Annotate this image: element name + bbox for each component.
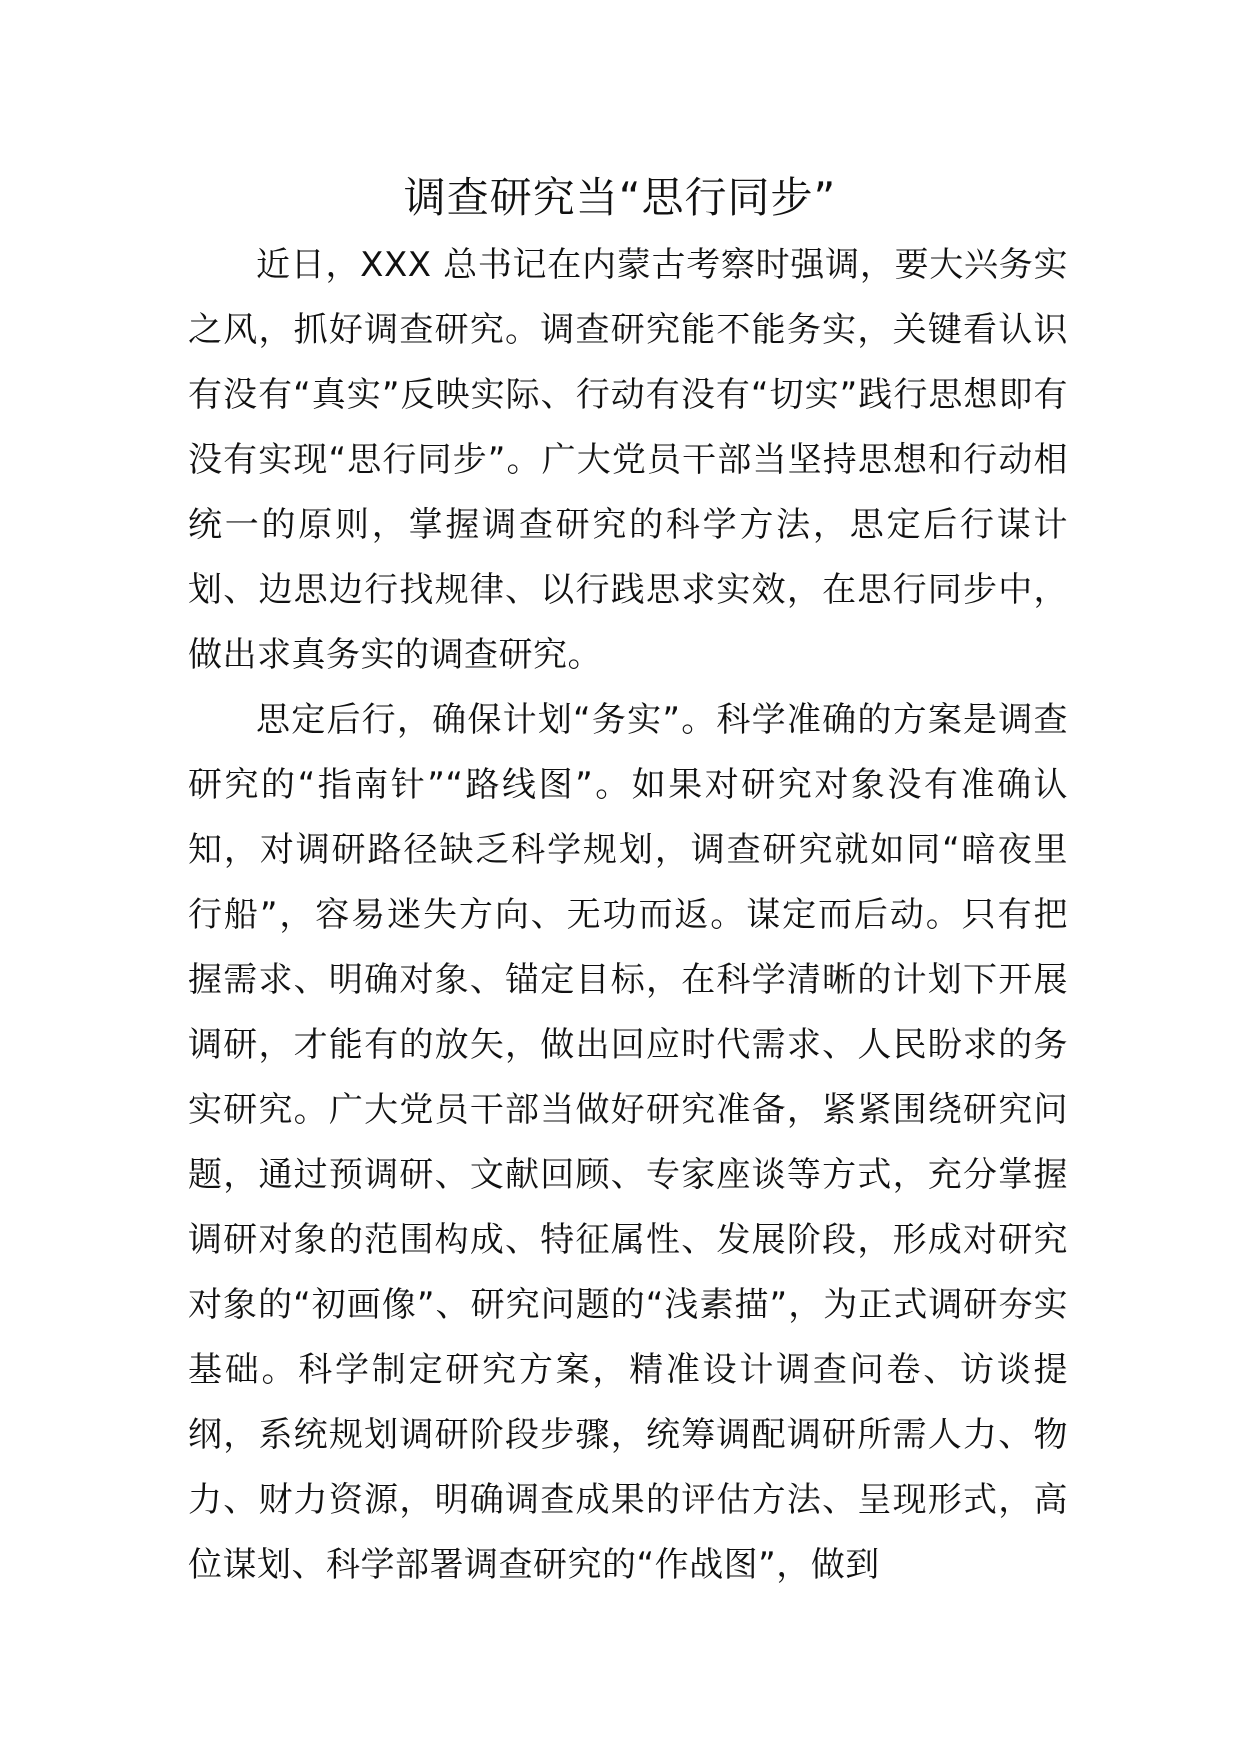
document-title: 调查研究当“思行同步”	[403, 173, 837, 222]
paragraph-2: 思定后行，确保计划“务实”。科学准确的方案是调查研究的“指南针”“路线图”。如果对研究对象没有准确认知，对调研路径缺乏科学规划，调查研究就如同“暗夜里行船”，容易迷失方向、无功而返。谋定而后动。只有把握需求、明确对象、锚定目标，在科学清晰的计划下开展调研，才能有的放矢，做出回应时代需求、人民盼求的务实研究。广大党员干部当做好研究准备，紧紧围绕研究问题，通过预调研、文献回顾、专家座谈等方式，充分掌握调研对象的范围构成、特征属性、发展阶段，形成对研究对象的“初画像”、研究问题的“浅素描”，为正式调研夯实基础。科学制定研究方案，精准设计调查问卷、访谈提纲，系统规划调研阶段步骤，统筹调配调研所需人力、物力、财力资源，明确调查成果的评估方法、呈现形式，高位谋划、科学部署调查研究的“作战图”，做到	[188, 700, 1068, 1585]
paragraph-1: 近日，XXX 总书记在内蒙古考察时强调，要大兴务实之风，抓好调查研究。调查研究能不能务实，关键看认识有没有“真实”反映实际、行动有没有“切实”践行思想即有没有实现“思行同步”。广大党员干部当坚持思想和行动相统一的原则，掌握调查研究的科学方法，思定后行谋计划、边思边行找规律、以行践思求实效，在思行同步中，做出求真务实的调查研究。	[188, 245, 1068, 675]
document-body	[188, 233, 1068, 1598]
